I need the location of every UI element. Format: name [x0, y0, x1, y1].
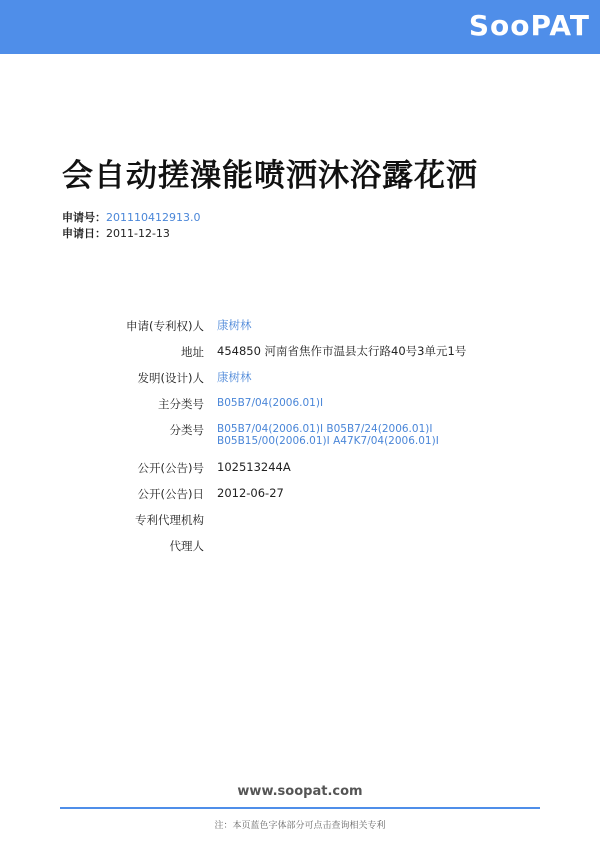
footer-divider: [60, 807, 540, 809]
publication-date-label: 公开(公告)日: [137, 487, 204, 501]
footer-note: 注：本页蓝色字体部分可点击查询相关专利: [214, 821, 386, 831]
publication-date-value: 2012-06-27: [217, 486, 284, 500]
agency-label: 专利代理机构: [135, 513, 204, 527]
inventor-label: 发明(设计)人: [137, 371, 204, 385]
soopat-logo[interactable]: SooPAT: [468, 9, 590, 42]
address-value: 454850 河南省焦作市温县太行路40号3单元1号: [217, 344, 467, 358]
header-bar: [0, 0, 600, 54]
publication-number-value: 102513244A: [217, 460, 291, 474]
application-number-row: [62, 209, 200, 225]
footer-url[interactable]: www.soopat.com: [237, 784, 363, 799]
application-number-link[interactable]: 201110412913.0: [106, 211, 201, 224]
class-link-line1[interactable]: B05B7/04(2006.01)I B05B7/24(2006.01)I: [217, 423, 433, 435]
class-link-line2[interactable]: B05B15/00(2006.01)I A47K7/04(2006.01)I: [217, 435, 439, 447]
application-date-label: 申请日：: [62, 227, 106, 240]
inventor-link[interactable]: 康树林: [217, 370, 252, 384]
address-label: 地址: [181, 345, 204, 359]
patent-title: 会自动搓澡能喷洒沐浴露花洒: [62, 158, 478, 194]
main-class-link[interactable]: B05B7/04(2006.01)I: [217, 397, 324, 409]
application-date-value: 2011-12-13: [106, 227, 170, 240]
agent-label: 代理人: [169, 539, 204, 553]
application-date-row: [62, 225, 170, 241]
publication-number-label: 公开(公告)号: [137, 461, 204, 475]
application-number-label: 申请号：: [62, 211, 106, 224]
class-label: 分类号: [169, 423, 204, 437]
applicant-link[interactable]: 康树林: [217, 318, 252, 332]
applicant-label: 申请(专利权)人: [126, 319, 204, 333]
main-class-label: 主分类号: [158, 397, 204, 411]
